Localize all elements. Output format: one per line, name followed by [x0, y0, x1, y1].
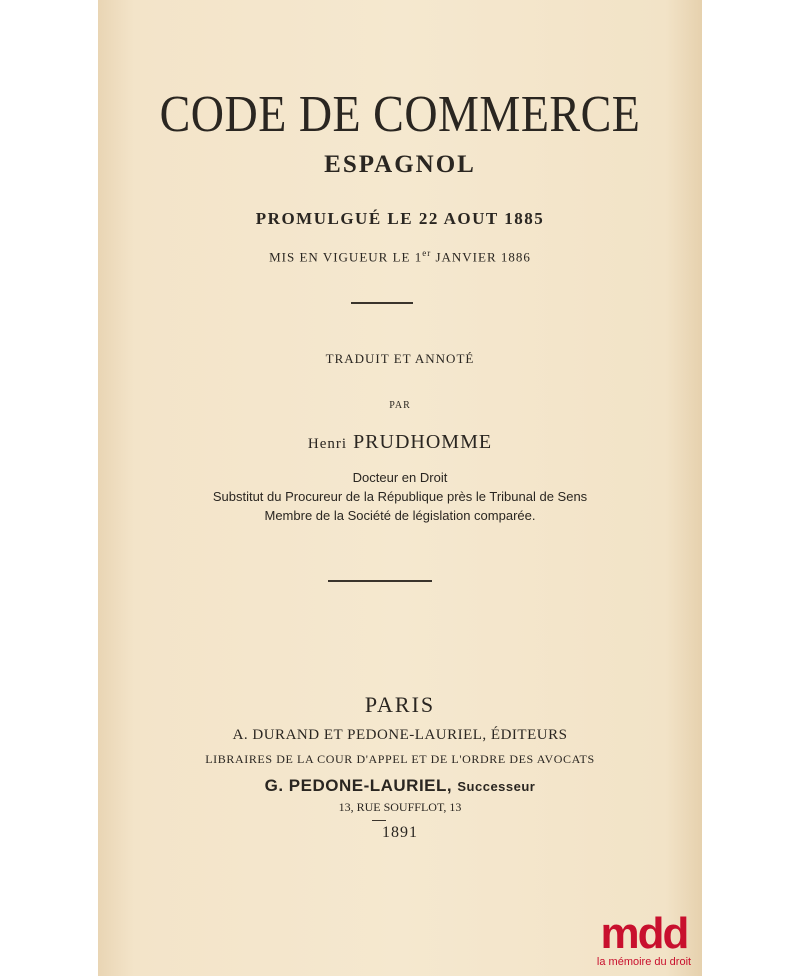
by-label: PAR	[389, 400, 411, 411]
credential-line: Docteur en Droit	[352, 470, 448, 485]
title-page	[98, 0, 702, 976]
credential-line: Substitut du Procureur de la République près le Tribunal de Sens	[212, 489, 588, 504]
credential-line: Membre de la Société de législation comparée.	[264, 508, 536, 523]
divider-short	[372, 820, 386, 821]
imprint-city: PARIS	[364, 692, 436, 717]
mdd-logo-mark: mdd	[600, 909, 688, 958]
author-last-name: PRUDHOMME	[353, 431, 493, 453]
imprint-successor: G. PEDONE-LAURIEL, Successeur	[264, 776, 536, 795]
imprint-booksellers: LIBRAIRES DE LA COUR D'APPEL ET DE L'ORDRE DES AVOCATS	[205, 752, 595, 766]
mdd-logo	[584, 909, 704, 968]
book-subtitle: ESPAGNOL	[324, 151, 476, 178]
imprint-publishers: A. DURAND ET PEDONE-LAURIEL, ÉDITEURS	[232, 727, 568, 743]
author-first-name: Henri	[307, 436, 348, 452]
imprint-address: 13, RUE SOUFFLOT, 13	[338, 800, 462, 814]
author-name	[98, 431, 702, 454]
mdd-logo-tagline: la mémoire du droit	[596, 956, 692, 968]
divider-middle	[328, 580, 432, 582]
imprint-year: 1891	[382, 824, 418, 841]
book-title: CODE DE COMMERCE	[159, 85, 641, 143]
translated-note: TRADUIT ET ANNOTÉ	[325, 351, 475, 366]
divider-top	[351, 302, 413, 304]
in-force-date: MIS EN VIGUEUR LE 1er JANVIER 1886	[269, 248, 531, 265]
promulgation-date: PROMULGUÉ LE 22 AOUT 1885	[255, 209, 545, 228]
